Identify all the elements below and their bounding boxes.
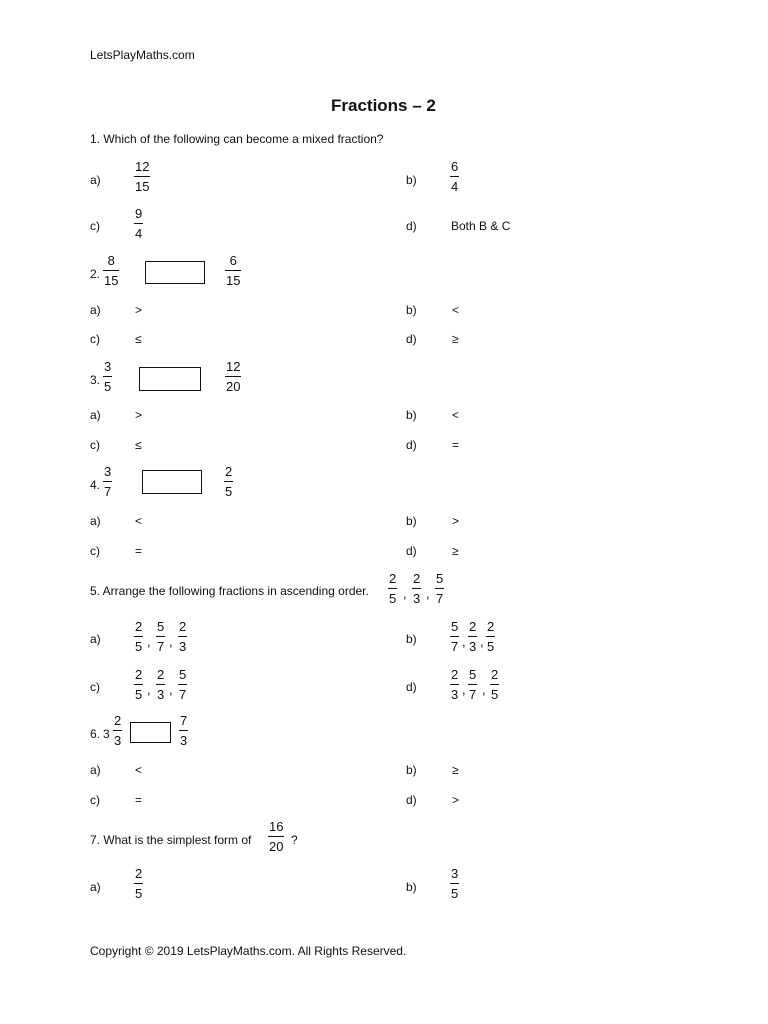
- q3-option-c-text: ≤: [135, 438, 142, 452]
- q2-option-a-label: a): [90, 303, 101, 317]
- numerator: 5: [469, 667, 477, 682]
- question-4-number: 4.: [90, 478, 101, 492]
- numerator: 2: [451, 667, 459, 682]
- q5-option-a-label: a): [90, 632, 101, 646]
- q4-answer-box[interactable]: [142, 470, 202, 494]
- denominator: 7: [436, 591, 444, 606]
- question-3-number: 3.: [90, 373, 101, 387]
- denominator: 3: [413, 591, 421, 606]
- q4-left-fraction: [103, 465, 112, 498]
- q3-right-fraction: [225, 360, 241, 393]
- numerator: 2: [389, 571, 397, 586]
- fraction: [468, 668, 477, 701]
- q6-right-fraction: [179, 714, 188, 747]
- q3-option-a-label: a): [90, 408, 101, 422]
- q6-answer-box[interactable]: [130, 722, 171, 743]
- q4-option-a-label: a): [90, 514, 101, 528]
- q6-option-d-label: d): [406, 793, 417, 807]
- q4-option-c-label: c): [90, 544, 100, 558]
- denominator: 4: [135, 226, 143, 241]
- numerator: 2: [179, 619, 187, 634]
- numerator: 3: [104, 464, 112, 479]
- denominator: 5: [389, 591, 397, 606]
- numerator: 5: [436, 571, 444, 586]
- q3-option-d-text: =: [452, 438, 460, 452]
- denominator: 7: [469, 687, 477, 702]
- q6-option-b-text: ≥: [452, 763, 459, 777]
- fraction: [178, 620, 187, 653]
- denominator: 3: [469, 639, 477, 654]
- fraction: [156, 668, 165, 701]
- q3-option-d-label: d): [406, 438, 417, 452]
- denominator: 3: [180, 733, 188, 748]
- denominator: 5: [135, 886, 143, 901]
- denominator: 15: [226, 273, 241, 288]
- fraction: [450, 620, 459, 653]
- denominator: 7: [104, 484, 112, 499]
- question-7-prompt: 7. What is the simplest form of: [90, 833, 252, 847]
- q4-option-d-text: ≥: [452, 544, 459, 558]
- question-5-prompt: 5. Arrange the following fractions in ascending order.: [90, 584, 369, 598]
- q6-option-b-label: b): [406, 763, 417, 777]
- denominator: 5: [451, 886, 459, 901]
- q7-suffix: ?: [291, 833, 298, 847]
- denominator: 3: [451, 687, 459, 702]
- q6-option-d-text: >: [452, 793, 460, 807]
- numerator: 6: [229, 253, 237, 268]
- q3-option-b-label: b): [406, 408, 417, 422]
- denominator: 3: [157, 687, 165, 702]
- q3-option-b-text: <: [452, 408, 460, 422]
- q6-option-a-label: a): [90, 763, 101, 777]
- denominator: 5: [487, 639, 495, 654]
- q5-option-c-label: c): [90, 680, 100, 694]
- q6-option-a-text: <: [135, 763, 143, 777]
- fraction: [388, 572, 397, 605]
- numerator: 12: [135, 159, 150, 174]
- q3-option-a-text: >: [135, 408, 143, 422]
- q2-answer-box[interactable]: [145, 261, 205, 284]
- numerator: 7: [180, 713, 188, 728]
- q1-option-b-label: b): [406, 173, 417, 187]
- q4-option-b-text: >: [452, 514, 460, 528]
- numerator: 2: [413, 571, 421, 586]
- fraction: [134, 620, 143, 653]
- fraction: [412, 572, 421, 605]
- question-6-number: 6.: [90, 727, 101, 741]
- fraction: [435, 572, 444, 605]
- q2-option-c-label: c): [90, 332, 100, 346]
- numerator: 2: [487, 619, 495, 634]
- q2-option-d-text: ≥: [452, 332, 459, 346]
- q7-option-a-label: a): [90, 880, 101, 894]
- denominator: 5: [491, 687, 499, 702]
- numerator: 12: [226, 359, 241, 374]
- denominator: 5: [135, 687, 143, 702]
- denominator: 5: [135, 639, 143, 654]
- numerator: 2: [225, 464, 233, 479]
- numerator: 2: [135, 667, 143, 682]
- q6-whole-number: 3: [103, 727, 110, 741]
- numerator: 3: [451, 866, 459, 881]
- numerator: 5: [179, 667, 187, 682]
- numerator: 2: [469, 619, 477, 634]
- denominator: 15: [104, 273, 119, 288]
- q1-option-d-text: Both B & C: [451, 219, 511, 233]
- q2-right-fraction: [225, 254, 241, 287]
- q4-option-b-label: b): [406, 514, 417, 528]
- q2-option-c-text: ≤: [135, 332, 142, 346]
- q5-option-d-label: d): [406, 680, 417, 694]
- denominator: 4: [451, 179, 459, 194]
- numerator: 16: [269, 819, 284, 834]
- denominator: 7: [451, 639, 459, 654]
- denominator: 20: [269, 839, 284, 854]
- site-header: LetsPlayMaths.com: [90, 48, 195, 62]
- numerator: 6: [451, 159, 459, 174]
- q2-option-a-text: >: [135, 303, 143, 317]
- q4-option-a-text: <: [135, 514, 143, 528]
- denominator: 3: [114, 733, 122, 748]
- fraction: [156, 620, 165, 653]
- numerator: 8: [107, 253, 115, 268]
- q6-left-fraction: [113, 714, 122, 747]
- q3-answer-box[interactable]: [139, 367, 201, 391]
- fraction: [468, 620, 477, 653]
- fraction: [134, 668, 143, 701]
- fraction: [178, 668, 187, 701]
- denominator: 20: [226, 379, 241, 394]
- numerator: 2: [135, 866, 143, 881]
- q1-option-c-label: c): [90, 219, 100, 233]
- numerator: 2: [491, 667, 499, 682]
- question-2-number: 2.: [90, 267, 101, 281]
- numerator: 5: [157, 619, 165, 634]
- q6-option-c-label: c): [90, 793, 100, 807]
- numerator: 5: [451, 619, 459, 634]
- page-title: Fractions – 2: [331, 96, 436, 115]
- q1-option-c-fraction: [134, 207, 143, 240]
- q6-option-c-text: =: [135, 793, 143, 807]
- q1-option-a-fraction: [134, 160, 150, 193]
- q4-option-d-label: d): [406, 544, 417, 558]
- q3-option-c-label: c): [90, 438, 100, 452]
- denominator: 7: [157, 639, 165, 654]
- numerator: 2: [157, 667, 165, 682]
- q1-option-d-label: d): [406, 219, 417, 233]
- question-1-prompt: 1. Which of the following can become a mixed fraction?: [90, 132, 384, 146]
- q7-option-b-label: b): [406, 880, 417, 894]
- q2-option-b-text: <: [452, 303, 460, 317]
- q2-left-fraction: [103, 254, 119, 287]
- q5-option-b-label: b): [406, 632, 417, 646]
- q4-right-fraction: [224, 465, 233, 498]
- q7-fraction: [268, 820, 284, 853]
- q2-option-b-label: b): [406, 303, 417, 317]
- q7-option-b-fraction: [450, 867, 459, 900]
- q1-option-b-fraction: [450, 160, 459, 193]
- numerator: 9: [135, 206, 143, 221]
- numerator: 3: [104, 359, 112, 374]
- q4-option-c-text: =: [135, 544, 143, 558]
- denominator: 7: [179, 687, 187, 702]
- numerator: 2: [135, 619, 143, 634]
- q7-option-a-fraction: [134, 867, 143, 900]
- denominator: 3: [179, 639, 187, 654]
- q3-left-fraction: [103, 360, 112, 393]
- numerator: 2: [114, 713, 122, 728]
- denominator: 5: [104, 379, 112, 394]
- q1-option-a-label: a): [90, 173, 101, 187]
- denominator: 5: [225, 484, 233, 499]
- denominator: 15: [135, 179, 150, 194]
- copyright-footer: Copyright © 2019 LetsPlayMaths.com. All Rights Reserved.: [90, 944, 407, 958]
- q2-option-d-label: d): [406, 332, 417, 346]
- fraction: [490, 668, 499, 701]
- fraction: [450, 668, 459, 701]
- fraction: [486, 620, 495, 653]
